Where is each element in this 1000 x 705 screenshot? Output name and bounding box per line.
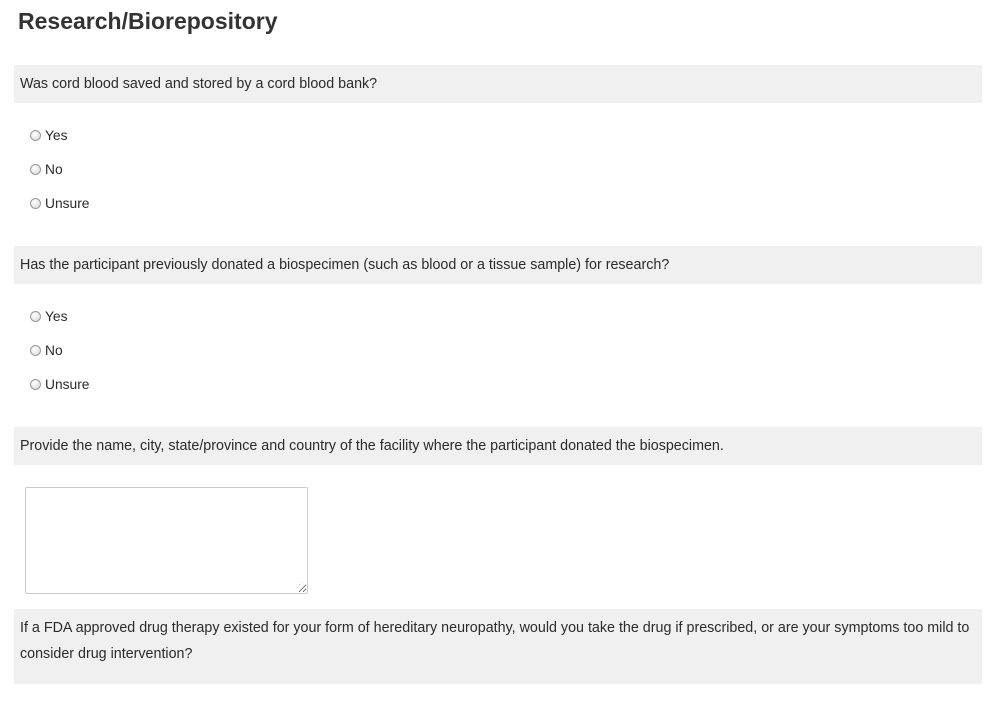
option-label: No bbox=[45, 342, 63, 358]
radio-button-icon[interactable] bbox=[30, 345, 41, 356]
facility-details-field-wrapper bbox=[25, 487, 308, 594]
option-label: Unsure bbox=[45, 376, 90, 392]
option-label: Yes bbox=[45, 308, 68, 324]
option-label: Unsure bbox=[45, 195, 90, 211]
biospecimen-option-no[interactable] bbox=[30, 341, 63, 359]
cord-blood-option-yes[interactable] bbox=[30, 126, 68, 144]
question-cord-blood: Was cord blood saved and stored by a cord blood bank? bbox=[14, 65, 982, 103]
radio-button-icon[interactable] bbox=[30, 164, 41, 175]
option-label: Yes bbox=[45, 127, 68, 143]
question-fda-drug-therapy: If a FDA approved drug therapy existed for your form of hereditary neuropathy, would you take the drug if prescribed, or are your symptoms too mild to consider drug intervention? bbox=[14, 609, 982, 684]
radio-button-icon[interactable] bbox=[30, 198, 41, 209]
radio-button-icon[interactable] bbox=[30, 311, 41, 322]
biospecimen-option-yes[interactable] bbox=[30, 307, 68, 325]
radio-button-icon[interactable] bbox=[30, 379, 41, 390]
facility-details-textarea[interactable] bbox=[25, 487, 308, 594]
radio-button-icon[interactable] bbox=[30, 130, 41, 141]
resize-grip-icon[interactable]: ⋰ bbox=[296, 582, 303, 589]
cord-blood-option-unsure[interactable] bbox=[30, 194, 89, 212]
cord-blood-option-no[interactable] bbox=[30, 160, 63, 178]
section-title: Research/Biorepository bbox=[18, 8, 278, 34]
option-label: No bbox=[45, 161, 63, 177]
question-biospecimen-donation: Has the participant previously donated a biospecimen (such as blood or a tissue sample) for research? bbox=[14, 246, 982, 284]
question-facility-details: Provide the name, city, state/province and country of the facility where the participant donated the biospecimen. bbox=[14, 427, 982, 465]
biospecimen-option-unsure[interactable] bbox=[30, 375, 89, 393]
